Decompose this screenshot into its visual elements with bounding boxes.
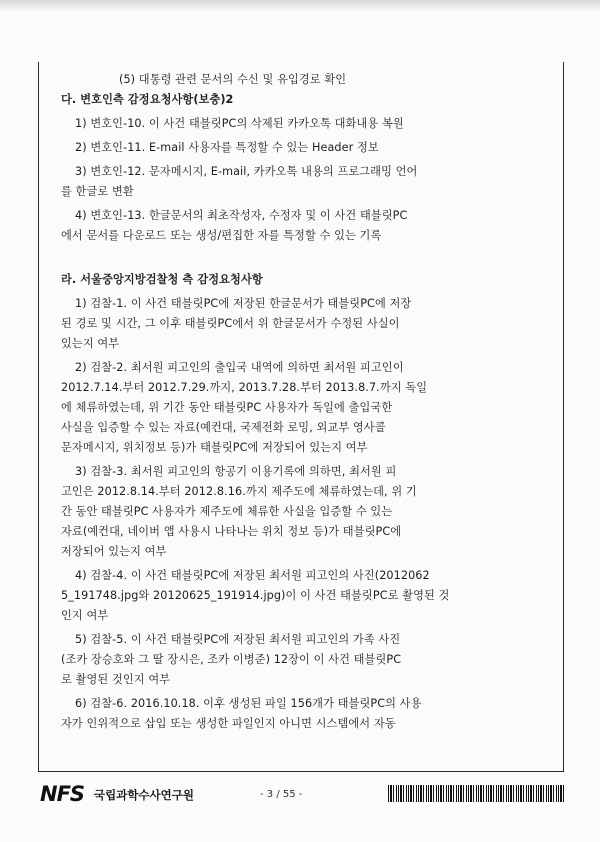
- prosecution-2-line-2: 2012.7.14.부터 2012.7.29.까지, 2013.7.28.부터 2013.8.7.까지 독일: [61, 381, 428, 394]
- prosecution-2-line-4: 사실을 입증할 수 있는 자료(예컨대, 국제전화 로밍, 외교부 영사콜: [61, 421, 386, 434]
- section-ra-heading: 라. 서울중앙지방검찰청 측 감정요청사항: [61, 273, 263, 286]
- prosecution-3-line-4: 자료(예컨대, 네이버 앱 사용시 나타나는 위치 정보 등)가 태블릿PC에: [61, 525, 402, 538]
- prosecution-3-line-3: 간 동안 태블릿PC 사용자가 제주도에 체류한 사실을 입증할 수 있는: [61, 505, 393, 518]
- section-da-heading: 다. 변호인측 감정요청사항(보충)2: [61, 93, 234, 106]
- prosecution-6-line-2: 자가 인위적으로 삽입 또는 생성한 파일인지 아니면 시스템에서 자동: [61, 717, 396, 730]
- scan-shadow: [0, 0, 600, 12]
- prosecution-4-line-2: 5_191748.jpg와 20120625_191914.jpg)이 이 사건 태블릿PC로 촬영된 것: [61, 589, 450, 602]
- prosecution-1-line-1: 1) 검찰-1. 이 사건 태블릿PC에 저장된 한글문서가 태블릿PC에 저장: [75, 297, 412, 310]
- prosecution-3-line-5: 저장되어 있는지 여부: [61, 545, 167, 558]
- item-5-line: (5) 대통령 관련 문서의 수신 및 유입경로 확인: [119, 73, 347, 86]
- prosecution-2-line-3: 에 체류하였는데, 위 기간 동안 태블릿PC 사용자가 독일에 출입국한: [61, 401, 393, 414]
- page-number: - 3 / 55 -: [260, 789, 303, 800]
- defense-12-line-2: 를 한글로 변환: [61, 185, 134, 198]
- defense-13-line-2: 에서 문서를 다운로드 또는 생성/편집한 자를 특정할 수 있는 기록: [61, 229, 382, 242]
- prosecution-1-line-3: 있는지 여부: [61, 337, 120, 350]
- prosecution-1-line-2: 된 경로 및 시간, 그 이후 태블릿PC에서 위 한글문서가 수정된 사실이: [61, 317, 400, 330]
- prosecution-3-line-1: 3) 검찰-3. 최서원 피고인의 항공기 이용기록에 의하면, 최서원 피: [75, 465, 397, 478]
- prosecution-3-line-2: 고인은 2012.8.14.부터 2012.8.16.까지 제주도에 체류하였는데, 위 기: [61, 485, 417, 498]
- organization-name: 국립과학수사연구원: [94, 788, 194, 802]
- barcode-image: [388, 785, 564, 802]
- prosecution-5-line-1: 5) 검찰-5. 이 사건 태블릿PC에 저장된 최서원 피고인의 가족 사진: [75, 633, 401, 646]
- defense-10-line: 1) 변호인-10. 이 사건 태블릿PC의 삭제된 카카오톡 대화내용 복원: [75, 117, 404, 130]
- document-body: [38, 62, 564, 772]
- prosecution-6-line-1: 6) 검찰-6. 2016.10.18. 이후 생성된 파일 156개가 태블릿PC의 사용: [75, 697, 422, 710]
- prosecution-5-line-3: 로 촬영된 것인지 여부: [61, 673, 171, 686]
- defense-12-line-1: 3) 변호인-12. 문자메시지, E-mail, 카카오톡 내용의 프로그래밍 언어: [75, 165, 418, 178]
- defense-13-line-1: 4) 변호인-13. 한글문서의 최초작성자, 수정자 및 이 사건 태블릿PC: [75, 209, 408, 222]
- prosecution-4-line-1: 4) 검찰-4. 이 사건 태블릿PC에 저장된 최서원 피고인의 사진(2012062: [75, 569, 430, 582]
- nfs-logo: NFS: [40, 782, 85, 806]
- prosecution-5-line-2: (조카 장승호와 그 딸 장시은, 조카 이병준) 12장이 이 사건 태블릿PC: [61, 653, 402, 666]
- prosecution-2-line-5: 문자메시지, 위치정보 등)가 태블릿PC에 저장되어 있는지 여부: [61, 441, 368, 454]
- prosecution-2-line-1: 2) 검찰-2. 최서원 피고인의 출입국 내역에 의하면 최서원 피고인이: [75, 361, 404, 374]
- defense-11-line: 2) 변호인-11. E-mail 사용자를 특정할 수 있는 Header 정보: [75, 141, 379, 154]
- prosecution-4-line-3: 인지 여부: [61, 609, 109, 622]
- page-footer: [38, 780, 564, 810]
